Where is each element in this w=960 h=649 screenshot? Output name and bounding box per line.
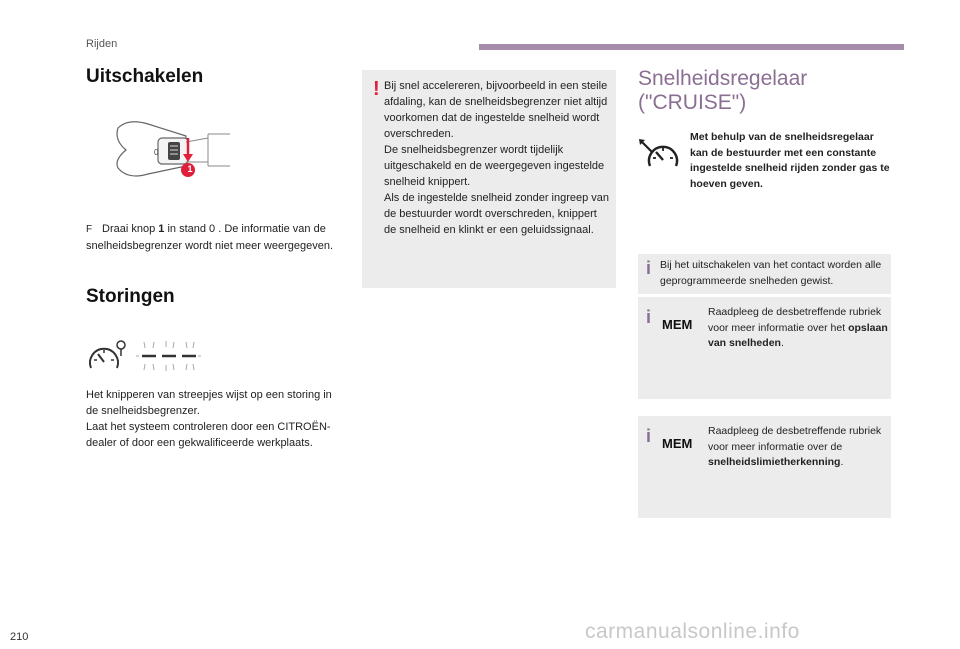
step-instruction: F Draai knop 1 in stand 0 . De informatie van de snelheidsbegrenzer wordt niet meer weergegeven. [86,223,334,252]
info-box-mem-limit-recognition: i MEM Raadpleeg de desbetreffende rubriek voor meer informatie over de snelheidslimietherkenning. [638,416,891,518]
info-box-memory-erase: i Bij het uitschakelen van het contact worden alle geprogrammeerde snelheden gewist. [638,254,891,294]
heading-storingen: Storingen [86,286,175,307]
mem-icon: MEM [662,317,693,332]
info-icon: i [646,426,652,446]
svg-text:0: 0 [154,148,159,157]
heading-uitschakelen: Uitschakelen [86,66,204,87]
link-snelheidslimietherkenning: snelheidslimietherkenning [708,456,841,468]
warning-box [362,70,616,288]
speedometer-blinking-dashes-icon [86,338,201,378]
faults-paragraph: Het knipperen van streepjes wijst op een storing in de snelheidsbegrenzer. Laat het systeem controleren door een CITROËN-dealer of door een gekwalificeerde werkplaats. [86,389,332,449]
cruise-intro: Met behulp van de snelheidsregelaar kan de bestuurder met een constante ingestelde snelheid rijden zonder gas te hoeven geven. [690,131,890,190]
watermark: carmanualsonline.info [585,620,800,643]
callout-number: 1 [187,164,193,174]
cruise-control-title: Snelheidsregelaar ("CRUISE") [638,67,808,114]
warning-text: Bij snel accelereren, bijvoorbeeld in een steile afdaling, kan de snelheidsbegrenzer niet altijd voorkomen dat de ingestelde snelheid wordt overschreden. De snelheidsbegrenzer wordt tijdelijk uitgeschakeld en de weergegeven ingestelde snelheid knippert. Als de ingestelde snelheid zonder ingreep van de bestuurder wordt overschreden, knippert de snelheid en klinkt er een geluidssignaal. [384,80,610,236]
mem-icon: MEM [662,436,693,451]
knob-number: 1 [158,223,165,235]
header-bar [479,44,904,50]
page-number: 210 [10,631,29,643]
section-label: Rijden [86,38,118,50]
cruise-control-speedometer-icon [638,138,682,172]
speed-limiter-stalk-illustration [108,110,238,190]
info-icon: i [646,258,652,278]
step-bullet: F [86,224,93,235]
info-box-mem-speeds: i MEM Raadpleeg de desbetreffende rubriek voor meer informatie over het opslaan van snelheden. [638,297,891,399]
link-opslaan-van-snelheden: opslaan van snelheden [708,321,888,349]
info-icon: i [646,307,652,327]
warning-exclamation-icon: ! [373,78,380,100]
